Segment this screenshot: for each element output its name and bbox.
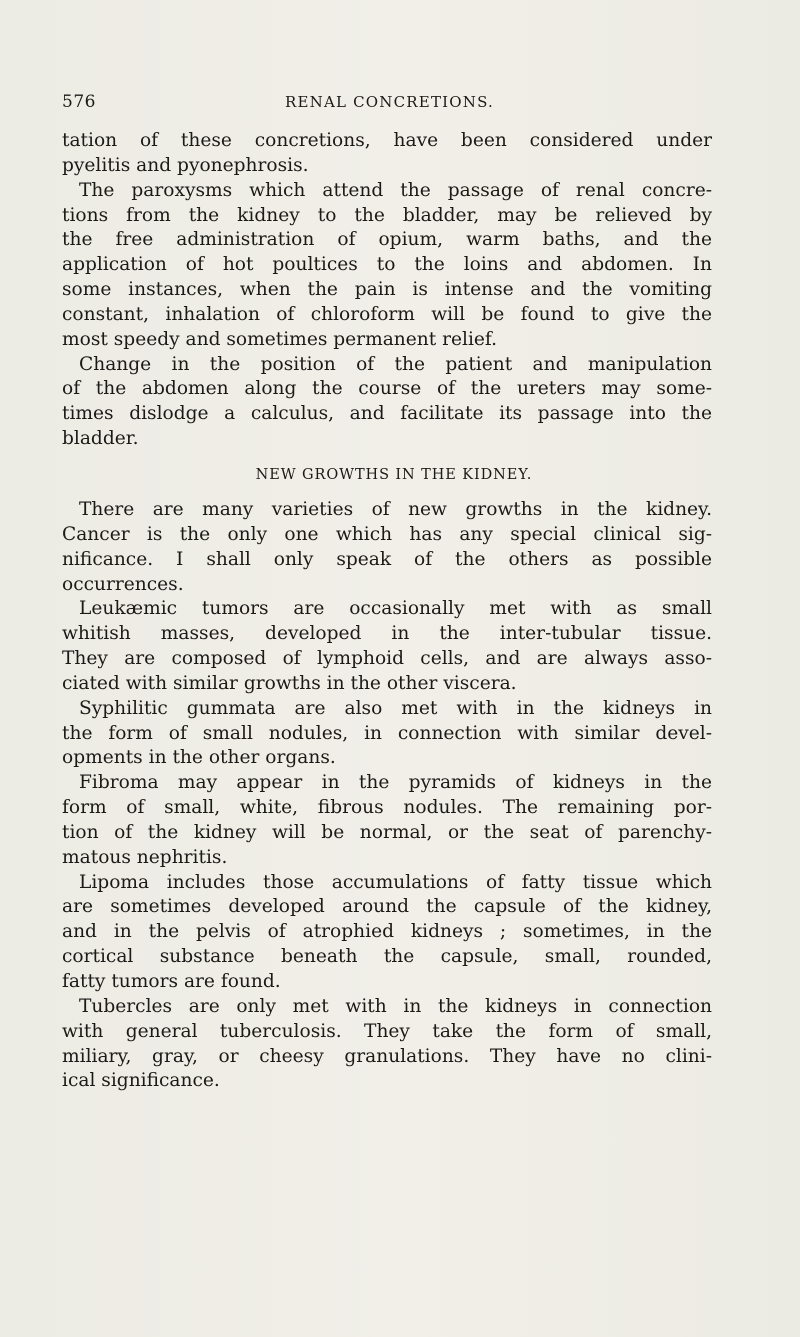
paragraph-start-line: Syphilitic gummata are also met with in the kidneys in: [79, 697, 712, 719]
text-line: of the abdomen along the course of the ureters may some-: [62, 378, 712, 400]
paragraph-start-line: There are many varieties of new growths in the kidney.: [79, 498, 712, 520]
running-head: RENAL CONCRETIONS.: [285, 93, 495, 111]
text-line: most speedy and sometimes permanent relief.: [62, 328, 498, 350]
text-line: tions from the kidney to the bladder, may be relieved by: [62, 204, 712, 226]
text-line: occurrences.: [62, 573, 184, 595]
text-line: bladder.: [62, 428, 139, 450]
text-line: nificance. I shall only speak of the others as possible: [62, 548, 712, 570]
paragraph-start-line: The paroxysms which attend the passage of renal concre-: [79, 179, 712, 201]
text-line: ciated with similar growths in the other viscera.: [62, 672, 517, 694]
text-line: application of hot poultices to the loins and abdomen. In: [62, 254, 712, 276]
page-header: [62, 92, 722, 116]
text-line: times dislodge a calculus, and facilitate its passage into the: [62, 403, 712, 425]
text-line: opments in the other organs.: [62, 747, 336, 769]
text-line: Cancer is the only one which has any special clinical sig-: [62, 523, 712, 545]
text-line: tation of these concretions, have been considered under: [62, 130, 712, 151]
text-line: tion of the kidney will be normal, or the seat of parenchy-: [62, 821, 712, 843]
paragraph-start-line: Lipoma includes those accumulations of fatty tissue which: [79, 871, 712, 893]
text-line: They are composed of lymphoid cells, and are always asso-: [62, 648, 712, 670]
text-line: fatty tumors are found.: [62, 971, 281, 992]
text-line: matous nephritis.: [62, 846, 228, 868]
text-line: constant, inhalation of chloroform will be found to give the: [62, 303, 712, 325]
text-line: pyelitis and pyonephrosis.: [62, 154, 309, 176]
paragraph-start-line: Change in the position of the patient and manipulation: [79, 353, 712, 375]
text-line: form of small, white, fibrous nodules. The remaining por-: [62, 797, 712, 819]
text-line: some instances, when the pain is intense and the vomiting: [62, 279, 712, 301]
paragraph-start-line: Tubercles are only met with in the kidneys in connection: [79, 995, 712, 1017]
text-line: miliary, gray, or cheesy granulations. They have no clini-: [62, 1045, 712, 1067]
body-text: [62, 129, 712, 1094]
text-line: ical significance.: [62, 1070, 220, 1092]
text-line: the free administration of opium, warm baths, and the: [62, 229, 712, 251]
section-heading: NEW GROWTHS IN THE KIDNEY.: [255, 466, 533, 483]
text-line: and in the pelvis of atrophied kidneys ; sometimes, in the: [62, 921, 712, 943]
paragraph-start-line: Leukæmic tumors are occasionally met with as small: [79, 598, 712, 620]
text-line: whitish masses, developed in the inter-tubular tissue.: [62, 623, 712, 645]
text-line: with general tuberculosis. They take the form of small,: [62, 1020, 712, 1042]
text-line: are sometimes developed around the capsule of the kidney,: [62, 896, 712, 918]
text-line: cortical substance beneath the capsule, small, rounded,: [62, 946, 712, 968]
page-number: 576: [62, 92, 96, 112]
text-line: the form of small nodules, in connection with similar devel-: [62, 722, 712, 744]
paragraph-start-line: Fibroma may appear in the pyramids of kidneys in the: [79, 772, 712, 794]
